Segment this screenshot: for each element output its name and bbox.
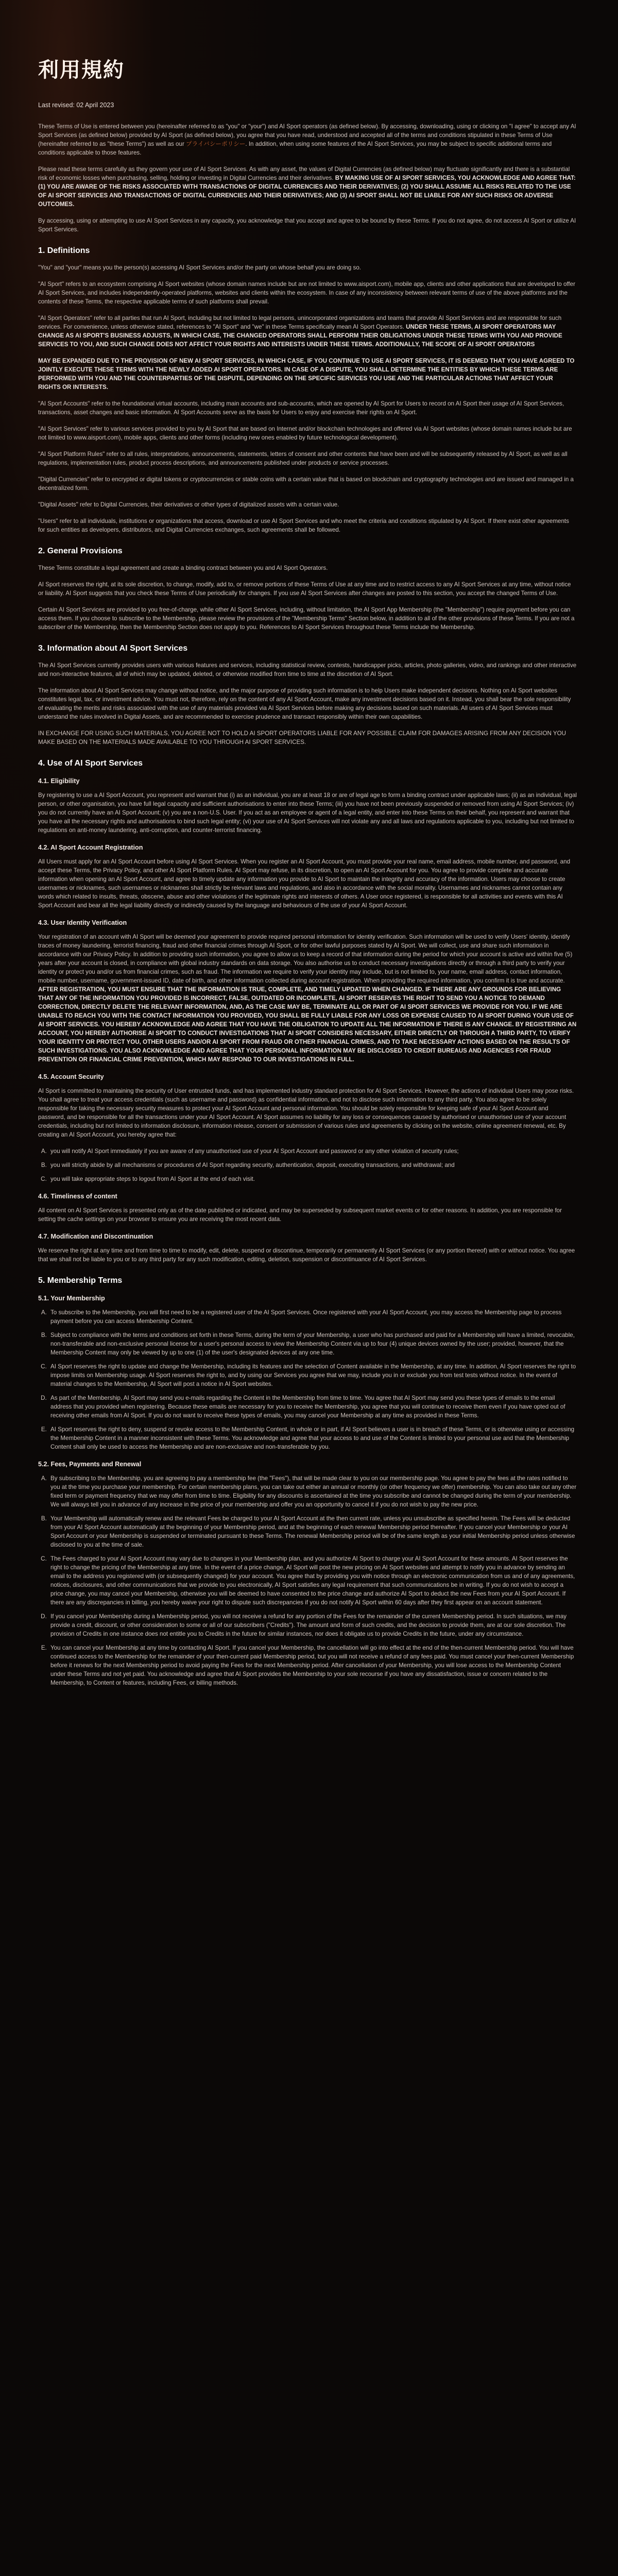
paragraph bbox=[38, 933, 577, 1064]
paragraph bbox=[38, 605, 577, 632]
paragraph-text: We reserve the right at any time and from time to time to modify, edit, delete, suspend or discontinue, temporarily or permanently AI Sport Services (or any portion thereof) with or without notice. You agree that we shall not be liable to you or to any third party for any such modification, editing, deletion, suspension or discontinuance of AI Sport Services. bbox=[38, 1247, 575, 1263]
security-section bbox=[38, 1087, 577, 1139]
paragraph bbox=[38, 475, 577, 493]
section-information-heading: 3. Information about AI Sport Services bbox=[38, 644, 188, 653]
general-provisions-section bbox=[38, 564, 577, 632]
paragraph-text: AI Sport is committed to maintaining the security of User entrusted funds, and has implemented industry standard protection for AI Sport Services. However, the actions of individual Users may pose risks. You shall agree to treat your access credentials (such as username and password) as confidential information, and not to disclose such information to any third party. You also agree to be solely responsible for taking the necessary security measures to protect your AI Sport Account and personal information. You should be solely responsible for keeping safe of your AI Sport Account and password, and be responsible for all the transactions under your AI Sport Account. AI Sport assumes no liability for any loss or consequences caused by authorised or unauthorised use of your account credentials, including but not limited to information disclosure, information release, consent or submission of various rules and agreements by clicking on the website, online agreement renewal, etc. By creating an AI Sport Account, you hereby agree that: bbox=[38, 1088, 574, 1138]
list-item: A. By subscribing to the Membership, you are agreeing to pay a membership fee (the "Fees"), that will be made clear to you on our membership page. You agree to pay the fees at the rates notified to you at the time you purchase your membership. For certain membership plans, you can take out either an annual or monthly (or other frequency we offer) membership. You can also take out any other fixed term or payment frequency that we may offer from time to time. Eligibility for any discounts is ascertained at the time you subscribe and cannot be changed during the term of your membership. We will always tell you in advance of any increase in the price of your membership and offer you an opportunity to cancel it if you do not wish to pay the new price. bbox=[48, 1474, 577, 1509]
list-item: B. Subject to compliance with the terms and conditions set forth in these Terms, during the term of your Membership, a user who has purchased and paid for a Membership will have a limited, revocable, non-transferable and non-exclusive personal license for a user's personal access to view the Membership Content via up to four (4) unique devices owned by the user; provided, however, that the Membership Content may only be viewed by up to one (1) of the user's designated devices at any one time. bbox=[48, 1331, 577, 1357]
paragraph-text: The information about AI Sport Services may change without notice, and the major purpose of providing such information is to help Users make independent decisions. Nothing on AI Sport websites constitutes legal, tax, or investment advice. You must not, therefore, rely on the content of any AI Sport Account, make any investment decisions based on it. Instead, you shall bear the sole responsibility of evaluating the merits and risks associated with the use of any materials provided via AI Sport Services before making any decisions based on such materials. All users of AI Sport Services must understand the rules involved in Digital Assets, and are recommended to exercise prudence and transact responsibly within their own capabilities. bbox=[38, 687, 571, 720]
definitions-section bbox=[38, 263, 577, 534]
paragraph-text: Your registration of an account with AI Sport will be deemed your agreement to provide required personal information for identity verification. Such information will be used to verify Users' identity, identify traces of money laundering, terrorist financing, fraud and other financial crimes through AI Sport, or for other lawful purposes stated by AI Sport. We will collect, use and share such information in accordance with our Privacy Policy. In addition to providing such information, you agree to allow us to keep a record of that information during the period for which your account is active and within five (5) years after your account is closed, in compliance with global industry standards on data storage. You also authorise us to conduct necessary investigations directly or through a third party to verify your identity or protect you and/or us from financial crimes, such as fraud. The information we require to verify your identity may include, but is not limited to, your name, email address, contact information, mobile number, username, government-issued ID, date of birth, and other information collected during account registration. When providing the required information, you confirm it is true and accurate. bbox=[38, 934, 573, 984]
paragraph-text: These Terms of Use is entered between you (hereinafter referred to as "you" or "your") and AI Sport operators (as defined below). By accessing, downloading, using or clicking on "I agree" to accept any AI Sport Services (as defined below) provided by AI Sport (as defined below), you agree that you have read, understood and accepted all of the terms and conditions stipulated in these Terms of Use (hereinafter referred to as "these Terms") as well as our bbox=[38, 123, 576, 147]
subsection-timeliness-heading: 4.6. Timeliness of content bbox=[38, 1193, 117, 1200]
paragraph-text: "Users" refer to all individuals, institutions or organizations that access, download or use AI Sport Services and who meet the criteria and conditions stipulated by AI Sport. If there exist other agreements for such entities as developers, distributors, and Digital Currencies exchanges, such agreements shall be followed. bbox=[38, 518, 569, 533]
emphasis-text: UNDER THESE TERMS, AI SPORT OPERATORS MAY CHANGE AS AI SPORT'S BUSINESS ADJUSTS, IN WHICH CASE, THE CHANGED OPERATORS SHALL PERFORM THEIR OBLIGATIONS UNDER THESE TERMS WITH YOU AND PROVIDE SERVICES TO YOU, AND SUCH CHANGE DOES NOT AFFECT YOUR RIGHTS AND INTERESTS UNDER THESE TERMS. ADDITIONALLY, THE SCOPE OF AI SPORT OPERATORS bbox=[38, 324, 562, 348]
subsection-verification-heading: 4.3. User Identity Verification bbox=[38, 919, 127, 926]
paragraph bbox=[38, 661, 577, 679]
paragraph-text: IN EXCHANGE FOR USING SUCH MATERIALS, YOU AGREE NOT TO HOLD AI SPORT OPERATORS LIABLE FOR ANY POSSIBLE CLAIM FOR DAMAGES ARISING FROM ANY DECISION YOU MAKE BASED ON THE MATERIALS MADE AVAILABLE TO YOU THROUGH AI SPORT SERVICES. bbox=[38, 730, 566, 745]
list-item: C. you will take appropriate steps to logout from AI Sport at the end of each visit. bbox=[48, 1175, 577, 1183]
paragraph-text: By registering to use a AI Sport Account, you represent and warrant that (i) as an individual, you are at least 18 or are of legal age to form a binding contract under applicable laws; (ii) as an individual, legal person, or other organisation, you have full legal capacity and sufficient authorisations to enter into these Terms; (iii) you have not been previously suspended or removed from using AI Sport Services; (iv) you do not currently have an AI Sport Account; (v) you are a non-U.S. User. If you act as an employee or agent of a legal entity, and enter into these Terms on their behalf, you represent and warrant that you have all the necessary rights and authorisations to bind such legal entity; (vi) your use of AI Sport Services will not violate any and all laws and regulations applicable to you, including but not limited to regulations on anti-money laundering, anti-corruption, and counter-terrorist financing. bbox=[38, 792, 577, 834]
terms-content bbox=[38, 0, 577, 1694]
page-title: 利用規約 bbox=[38, 58, 125, 82]
paragraph-text: "AI Sport Operators" refer to all parties that run AI Sport, including but not limited to legal persons, unincorporated organizations and teams that provide AI Sport Services and are responsible for such services. For convenience, unless otherwise stated, references to "AI Sport" and "we" in these Terms specifically mean AI Sport Operators. bbox=[38, 315, 562, 330]
paragraph-text: All Users must apply for an AI Sport Account before using AI Sport Services. When you register an AI Sport Account, you must provide your real name, email address, mobile number, and password, and accept these Terms, the Privacy Policy, and other AI Sport Platform Rules. AI Sport may refuse, in its discretion, to open an AI Sport Account for you. You agree to provide complete and accurate information when opening an AI Sport Account, and agree to timely update any information you provide to AI Sport to maintain the integrity and accuracy of the information. Users may choose to create usernames or nicknames, such usernames or nicknames shall strictly be relevant laws and regulations, and also in accordance with the social morality. Usernames and nicknames cannot contain any words which related to insults, threats, obscene, abuse and other violations of the legitimate rights and interests of others. A User once registered, is responsible for all activities and events with this AI Sport Account and bear all the legal liability directly or indirectly caused by the language and behaviours of the use of your AI Sport Account. bbox=[38, 858, 571, 909]
paragraph bbox=[38, 686, 577, 721]
subsection-fees-heading: 5.2. Fees, Payments and Renewal bbox=[38, 1461, 142, 1468]
paragraph bbox=[38, 263, 577, 272]
paragraph bbox=[38, 314, 577, 349]
paragraph bbox=[38, 791, 577, 835]
paragraph-text: "Digital Currencies" refer to encrypted or digital tokens or cryptocurrencies or stable coins with a certain value that is based on blockchain and cryptography technologies and are issued and managed in a decentralized form. bbox=[38, 476, 574, 492]
paragraph bbox=[38, 1087, 577, 1139]
paragraph bbox=[38, 564, 577, 572]
subsection-security-heading: 4.5. Account Security bbox=[38, 1073, 104, 1080]
paragraph-text: "You" and "your" means you the person(s) accessing AI Sport Services and/or the party on whose behalf you are doing so. bbox=[38, 264, 362, 271]
list-item: E. You can cancel your Membership at any time by contacting AI Sport. If you cancel your Membership, the cancellation will go into effect at the end of the then-current Membership period. You will have continued access to the Membership for the remainder of your then-current paid Membership period, but you will not receive a refund of any fees paid. You must cancel your then-current Membership before it renews for the next Membership period to avoid paying the Fees for the next Membership period. After cancellation of your Membership, you will lose access to the Membership Content under these Terms and not yet paid. You acknowledge and agree that AI Sport provides the Membership to your sole recourse if you have any dissatisfaction, issue or concern related to the Membership, to Content or features, including Fees, or billing methods. bbox=[48, 1643, 577, 1687]
security-list bbox=[38, 1147, 577, 1183]
list-item: E. AI Sport reserves the right to deny, suspend or revoke access to the Membership Content, in whole or in part, if AI Sport believes a user is in breach of these Terms, or is otherwise using or accessing the Membership Content in a manner inconsistent with these Terms. You acknowledge and agree that your access to and use of the Content is limited to your personal use and that the Membership Content shall only be used to access the Membership and are non-exclusive and non-transferable by you. bbox=[48, 1425, 577, 1451]
section-use-heading: 4. Use of AI Sport Services bbox=[38, 759, 143, 768]
subsection-registration-heading: 4.2. AI Sport Account Registration bbox=[38, 844, 143, 851]
fees-list bbox=[38, 1474, 577, 1687]
verification-section bbox=[38, 933, 577, 1064]
information-section bbox=[38, 661, 577, 747]
intro-section bbox=[38, 122, 577, 234]
paragraph bbox=[38, 216, 577, 234]
paragraph-text: "AI Sport" refers to an ecosystem comprising AI Sport websites (whose domain names include but are not limited to www.aisport.com), mobile app, clients and other applications that are developed to offer AI Sport Services, and includes independently-operated platforms, websites and clients within the ecosystem. In case of any inconsistency between relevant terms of use of the above platforms and the contents of these Terms, the respective applicable terms of such platforms shall prevail. bbox=[38, 281, 575, 305]
list-item: B. Your Membership will automatically renew and the relevant Fees be charged to your AI Sport Account at the then current rate, unless you unsubscribe as specified herein. The Fees will be deducted from your AI Sport Account automatically at the beginning of your Membership period, and at the beginning of each renewal Membership period thereafter. If you cancel your Membership or your AI Sport Account or your Membership is suspended or terminated pursuant to these Terms. The renewal Membership period will be of the same length as your initial Membership period unless otherwise disclosed to you at the time of sale. bbox=[48, 1514, 577, 1549]
list-item: D. If you cancel your Membership during a Membership period, you will not receive a refund for any portion of the Fees for the remainder of the current Membership period. In such situations, we may provide a credit, discount, or other consideration to some or all of our subscribers ("Credits"). The amount and form of such credits, and the decision to provide them, are at our sole discretion. The provision of Credits in one instance does not entitle you to Credits in the future for similar instances, nor does it obligate us to provide Credits in the future, under any circumstance. bbox=[48, 1612, 577, 1638]
paragraph-text: The AI Sport Services currently provides users with various features and services, including statistical review, contests, handicapper picks, articles, photo galleries, video, and rankings and other interactive and non-interactive features, all of which may be updated, deleted, or otherwise modified from time to time at the discretion of AI Sport. bbox=[38, 662, 577, 677]
paragraph bbox=[38, 165, 577, 209]
eligibility-section bbox=[38, 791, 577, 835]
paragraph-text: All content on AI Sport Services is presented only as of the date published or indicated, and may be superseded by subsequent market events or for other reasons. In addition, you are responsible for setting the cache settings on your browser to ensure you are receiving the most recent data. bbox=[38, 1207, 562, 1223]
paragraph bbox=[38, 1246, 577, 1264]
list-item: C. AI Sport reserves the right to update and change the Membership, including its features and the selection of Content available in the Membership, at any time. In addition, AI Sport reserves the right to impose limits on Membership usage. AI Sport reserves the right to, and by using our Services you agree that we may, include you in or exclude you from test tests without notice. In the event of material changes to the Membership, AI Sport will post a notice in AI Sport websites. bbox=[48, 1362, 577, 1388]
emphasis-text: MAY BE EXPANDED DUE TO THE PROVISION OF NEW AI SPORT SERVICES, IN WHICH CASE, IF YOU CONTINUE TO USE AI SPORT SERVICES, IT IS DEEMED THAT YOU HAVE AGREED TO JOINTLY EXECUTE THESE TERMS WITH THE NEWLY ADDED AI SPORT OPERATORS. IN CASE OF A DISPUTE, YOU SHALL DETERMINE THE ENTITIES BY WHICH THESE TERMS ARE PERFORMED WITH YOU AND THE COUNTERPARTIES OF THE DISPUTE, DEPENDING ON THE SPECIFIC SERVICES YOU USE AND THE PARTICULAR ACTIONS THAT AFFECT YOUR RIGHTS OR INTERESTS. bbox=[38, 358, 575, 391]
list-item: A. To subscribe to the Membership, you will first need to be a registered user of the AI Sport Services. Once registered with your AI Sport Account, you may access the Membership page to process payment before you can access Membership Content. bbox=[48, 1308, 577, 1326]
list-item: D. As part of the Membership, AI Sport may send you e-mails regarding the Content in the Membership from time to time. You agree that AI Sport may send you these types of emails to the email address that you provided when registering. Because these emails are necessary for you to receive the Membership, you agree that you will continue to receive them even if you have opted out of receiving other emails from AI Sport. If you do not want to receive these types of emails, you may cancel your Membership at any time as provided in these Terms. bbox=[48, 1394, 577, 1420]
paragraph bbox=[38, 450, 577, 467]
section-definitions-heading: 1. Definitions bbox=[38, 246, 90, 255]
paragraph bbox=[38, 280, 577, 306]
subsection-your-membership-heading: 5.1. Your Membership bbox=[38, 1295, 105, 1302]
list-item: B. you will strictly abide by all mechanisms or procedures of AI Sport regarding security, authentication, deposit, executing transactions, and withdrawal; and bbox=[48, 1161, 577, 1170]
paragraph-text: These Terms constitute a legal agreement and create a binding contract between you and AI Sport Operators. bbox=[38, 565, 328, 571]
paragraph-text: "Digital Assets" refer to Digital Currencies, their derivatives or other types of digitalized assets with a certain value. bbox=[38, 501, 339, 508]
paragraph-text: Certain AI Sport Services are provided to you free-of-charge, while other AI Sport Services, including, without limitation, the AI Sport App Membership (the "Membership") require payment before you can access them. If you choose to subscribe to the Membership, please review the provisions of the "Membership Terms" Section below, in addition to all of the other provisions of these Terms. If you are not a subscriber of the Membership, then the Membership Section does not apply to you. References to AI Sport Services throughout these Terms include the Membership. bbox=[38, 606, 575, 631]
list-item: C. The Fees charged to your AI Sport Account may vary due to changes in your Membership plan, and you authorize AI Sport to charge your AI Sport Account for these amounts. AI Sport reserves the right to change the pricing of the Membership at any time. In the event of a price change, AI Sport will post the new pricing on AI Sport websites and attempt to notify you in advance by sending an email to the address you registered with (or subsequently changed) for your account. You agree that by providing you with notice through an electronic communication from us and of any agreements, notices, disclosures, and other communications that we provide to you electronically, AI Sport satisfies any legal requirement that such communications be in writing. If you do not wish to accept a price change, you may cancel your Membership, otherwise you will be deemed to have consented to the price change and authorize AI Sport to deduct the new Fees from your AI Sport Account. If there are any discrepancies in billing, you hereby waive your right to dispute such discrepancies if you do not notify AI Sport within 60 days after they first appear on an account statement. bbox=[48, 1554, 577, 1607]
paragraph bbox=[38, 857, 577, 910]
paragraph bbox=[38, 500, 577, 509]
subsection-modification-heading: 4.7. Modification and Discontinuation bbox=[38, 1233, 153, 1240]
your-membership-list bbox=[38, 1308, 577, 1451]
paragraph-text: AI Sport reserves the right, at its sole discretion, to change, modify, add to, or remove portions of these Terms of Use at any time and to restrict access to any AI Sport Services at any time, without notice or liability. AI Sport suggests that you check these Terms of Use periodically for changes. If you use AI Sport Services after changes are posted to this section, you accept the changed Terms of Use. bbox=[38, 581, 571, 597]
paragraph-text: By accessing, using or attempting to use AI Sport Services in any capacity, you acknowledge that you accept and agree to be bound by these Terms. If you do not agree, do not access AI Sport or utilize AI Sport Services. bbox=[38, 217, 576, 233]
list-item: A. you will notify AI Sport immediately if you are aware of any unauthorised use of your AI Sport Account and password or any other violation of security rules; bbox=[48, 1147, 577, 1156]
timeliness-section bbox=[38, 1206, 577, 1224]
emphasis-text: AFTER REGISTRATION, YOU MUST ENSURE THAT THE INFORMATION IS TRUE, COMPLETE, AND TIMELY UPDATED WHEN CHANGED. IF THERE ARE ANY GROUNDS FOR BELIEVING THAT ANY OF THE INFORMATION YOU PROVIDED IS INCORRECT, FALSE, OUTDATED OR INCOMPLETE, AI SPORT RESERVES THE RIGHT TO SEND YOU A NOTICE TO DEMAND CORRECTION, DIRECTLY DELETE THE RELEVANT INFORMATION, AND, AS THE CASE MAY BE, TERMINATE ALL OR PART OF AI SPORT SERVICES WE PROVIDE FOR YOU. IF WE ARE UNABLE TO REACH YOU WITH THE CONTACT INFORMATION YOU PROVIDED, YOU SHALL BE FULLY LIABLE FOR ANY LOSS OR EXPENSE CAUSED TO AI SPORT DURING YOUR USE OF AI SPORT SERVICES. YOU HEREBY ACKNOWLEDGE AND AGREE THAT YOU HAVE THE OBLIGATION TO UPDATE ALL THE INFORMATION IF THERE IS ANY CHANGE. BY REGISTERING AN ACCOUNT, YOU HEREBY AUTHORISE AI SPORT TO CONDUCT INVESTIGATIONS THAT AI SPORT CONSIDERS NECESSARY, EITHER DIRECTLY OR THROUGH A THIRD PARTY, TO VERIFY YOUR IDENTITY OR PROTECT YOU, OTHER USERS AND/OR AI SPORT FROM FRAUD OR OTHER FINANCIAL CRIMES, AND TO TAKE NECESSARY ACTIONS BASED ON THE RESULTS OF SUCH INVESTIGATIONS. YOU ALSO ACKNOWLEDGE AND AGREE THAT YOUR PERSONAL INFORMATION MAY BE DISCLOSED TO CREDIT BUREAUS AND AGENCIES FOR FRAUD PREVENTION OR FINANCIAL CRIME PREVENTION, WHICH MAY RESPOND TO OUR INVESTIGATIONS IN FULL. bbox=[38, 986, 577, 1063]
paragraph bbox=[38, 517, 577, 534]
paragraph-text: "AI Sport Services" refer to various services provided to you by AI Sport that are based on Internet and/or blockchain technologies and offered via AI Sport websites (whose domain names include but are not limited to www.aisport.com), mobile apps, clients and other forms (including new ones enabled by future technological development). bbox=[38, 426, 572, 441]
privacy-policy-link[interactable]: プライバシーポリシー bbox=[186, 141, 246, 147]
subsection-eligibility-heading: 4.1. Eligibility bbox=[38, 777, 80, 785]
paragraph bbox=[38, 399, 577, 417]
paragraph-text: . In addition, when using some features of the AI Sport Services, you may be subject to specific additional terms and conditions applicable to those features. bbox=[38, 141, 552, 156]
section-general-heading: 2. General Provisions bbox=[38, 547, 123, 555]
paragraph-text: Please read these terms carefully as they govern your use of AI Sport Services. As with any asset, the values of Digital Currencies (as defined below) may fluctuate significantly and there is a substantial risk of economic losses when purchasing, selling, holding or investing in Digital Currencies and their derivatives. bbox=[38, 166, 570, 181]
paragraph bbox=[38, 729, 577, 747]
emphasis-text: BY MAKING USE OF AI SPORT SERVICES, YOU ACKNOWLEDGE AND AGREE THAT: (1) YOU ARE AWARE OF THE RISKS ASSOCIATED WITH TRANSACTIONS OF DIGITAL CURRENCIES AND THEIR DERIVATIVES; (2) YOU SHALL ASSUME ALL RISKS RELATED TO THE USE OF AI SPORT SERVICES AND TRANSACTIONS OF DIGITAL CURRENCIES AND THEIR DERIVATIVES; AND (3) AI SPORT SHALL NOT BE LIABLE FOR ANY SUCH RISKS OR ADVERSE OUTCOMES. bbox=[38, 175, 576, 208]
paragraph bbox=[38, 122, 577, 157]
registration-section bbox=[38, 857, 577, 910]
paragraph-text: "AI Sport Platform Rules" refer to all rules, interpretations, announcements, statements, letters of consent and other contents that have been and will be subsequently released by AI Sport, as well as all regulations, implementation rules, product process descriptions, and announcements published under products or service processes. bbox=[38, 451, 568, 466]
paragraph bbox=[38, 1206, 577, 1224]
paragraph bbox=[38, 580, 577, 598]
paragraph bbox=[38, 357, 577, 392]
last-revised: Last revised: 02 April 2023 bbox=[38, 101, 114, 109]
section-membership-heading: 5. Membership Terms bbox=[38, 1276, 123, 1285]
paragraph-text: "AI Sport Accounts" refer to the foundational virtual accounts, including main accounts and sub-accounts, which are opened by AI Sport for Users to record on AI Sport their usage of AI Sport Services, transactions, asset changes and basic information. AI Sport Accounts serve as the basis for Users to enjoy and exercise their rights on AI Sport. bbox=[38, 400, 564, 416]
paragraph bbox=[38, 425, 577, 442]
modification-section bbox=[38, 1246, 577, 1264]
